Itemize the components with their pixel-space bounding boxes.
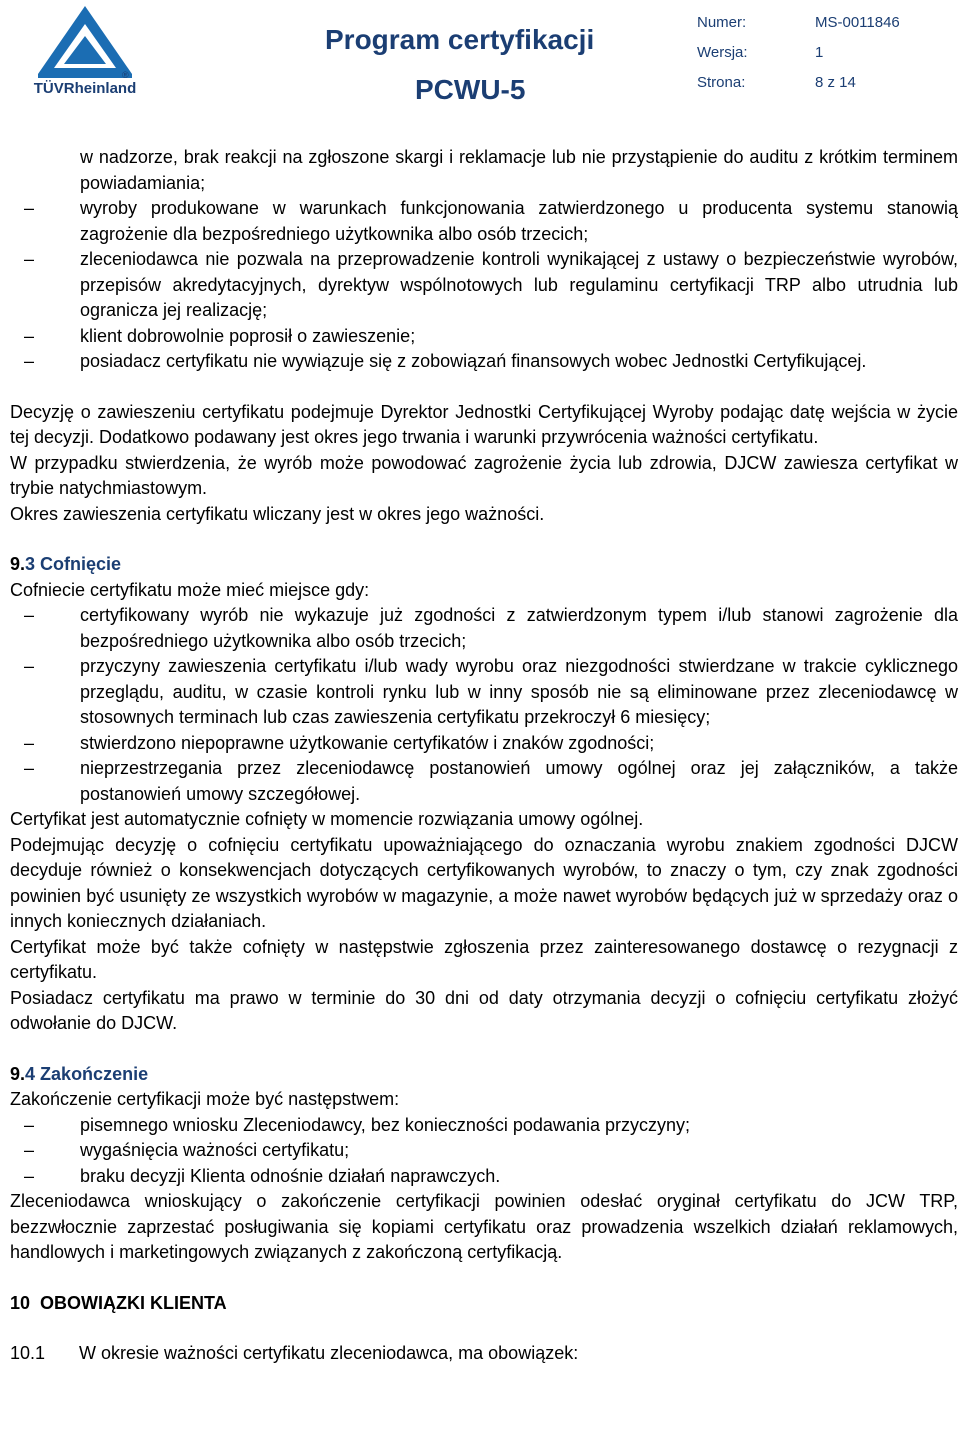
section-heading-9-3: 9.3 Cofnięcie xyxy=(10,554,122,574)
list-item: – stwierdzono niepoprawne użytkowanie certyfikatów i znaków zgodności; xyxy=(24,732,655,753)
list-item: – przyczyny zawieszenia certyfikatu i/lub wady wyrobu oraz niezgodności stwierdzane w trakcie cyklicznego przeglądu, auditu, w czasie kontroli rynku lub w inny sposób nie są eliminowane przez zleceniodawcę w stosownych terminach lub czas zawieszenia certyfikatu przekroczył 6 miesięcy; xyxy=(24,656,958,727)
list-item: – braku decyzji Klienta odnośnie działań naprawczych. xyxy=(24,1165,501,1186)
document-code: PCWU-5 xyxy=(415,74,526,105)
tuv-triangle-icon xyxy=(20,2,150,82)
list-item-continuation: w nadzorze, brak reakcji na zgłoszone skargi i reklamacje lub nie przystąpienie do auditu z krótkim terminem powiadamiania; xyxy=(80,147,958,193)
list-item: – zleceniodawca nie pozwala na przeprowadzenie kontroli wynikającej z ustawy o bezpieczeństwie wyrobów, przepisów akredytacyjnych, dyrektyw wspólnotowych lub regulaminu certyfikacji TRP albo utrudnia lub ogranicza jej realizację; xyxy=(24,249,958,320)
list-item: – wyroby produkowane w warunkach funkcjonowania zatwierdzonego u producenta systemu stanowią zagrożenie dla bezpośredniego użytkownika albo osób trzecich; xyxy=(24,198,958,244)
section-heading-10: 10 OBOWIĄZKI KLIENTA xyxy=(10,1292,227,1313)
section-lead: Cofniecie certyfikatu może mieć miejsce gdy: xyxy=(10,579,370,600)
list-item: – klient dobrowolnie poprosił o zawieszenie; xyxy=(24,325,416,346)
paragraph: Podejmując decyzję o cofnięciu certyfikatu upoważniającego do oznaczania wyrobu znakiem zgodności DJCW decyduje również o konsekwencjach dotyczących certyfikowanych wyrobów, to znaczy o tym, czy znak zgodności powinien być usunięty ze wszystkich wyrobów w magazynie, a może nawet wyrobów będących już w sprzedaży oraz o innych koniecznych działaniach. xyxy=(10,834,958,931)
meta-version: Wersja: 1 xyxy=(697,44,824,61)
meta-number: Numer: MS-0011846 xyxy=(697,14,900,31)
subsection-10-1: 10.1 W okresie ważności certyfikatu zleceniodawca, ma obowiązek: xyxy=(10,1343,579,1363)
list-item: – wygaśnięcia ważności certyfikatu; xyxy=(24,1140,350,1160)
paragraph: Certyfikat jest automatycznie cofnięty w momencie rozwiązania umowy ogólnej. xyxy=(10,809,644,829)
document-body xyxy=(10,145,958,1367)
paragraph: Zleceniodawca wnioskujący o zakończenie certyfikacji powinien odesłać oryginał certyfikatu do JCW TRP, bezzwłocznie zaprzestać posługiwania się kopiami certyfikatu oraz prowadzenia wszelkich działań reklamowych, handlowych i marketingowych związanych z zakończoną certyfikacją. xyxy=(10,1191,958,1262)
tuv-rheinland-logo xyxy=(20,2,150,104)
paragraph: Posiadacz certyfikatu ma prawo w terminie do 30 dni od daty otrzymania decyzji o cofnięciu certyfikatu złożyć odwołanie do DJCW. xyxy=(10,987,958,1033)
paragraph: W przypadku stwierdzenia, że wyrób może powodować zagrożenie życia lub zdrowia, DJCW zawiesza certyfikat w trybie natychmiastowym. xyxy=(10,452,958,498)
paragraph: Okres zawieszenia certyfikatu wliczany jest w okres jego ważności. xyxy=(10,503,545,524)
list-item: – posiadacz certyfikatu nie wywiązuje się z zobowiązań finansowych wobec Jednostki Certyfikującej. xyxy=(24,351,867,371)
document-title: Program certyfikacji xyxy=(325,24,595,55)
list-item: – nieprzestrzegania przez zleceniodawcę postanowień umowy ogólnej oraz jej załączników, a także postanowień umowy szczegółowej. xyxy=(24,758,958,804)
logo-wordmark: TÜVRheinland ® xyxy=(33,70,137,97)
paragraph: Certyfikat może być także cofnięty w następstwie zgłoszenia przez zainteresowanego dostawcę o rezygnacji z certyfikatu. xyxy=(10,936,958,982)
list-item: – pisemnego wniosku Zleceniodawcy, bez konieczności podawania przyczyny; xyxy=(24,1114,690,1135)
section-heading-9-4: 9.4 Zakończenie xyxy=(10,1063,149,1084)
section-lead: Zakończenie certyfikacji może być następstwem: xyxy=(10,1089,400,1109)
paragraph: Decyzję o zawieszeniu certyfikatu podejmuje Dyrektor Jednostki Certyfikującej Wyroby podając datę wejścia w życie tej decyzji. Dodatkowo podawany jest okres jego trwania i warunki przywrócenia ważności certyfikatu. xyxy=(10,401,958,447)
meta-page: Strona: 8 z 14 xyxy=(697,74,856,91)
document-header xyxy=(0,0,960,110)
list-item: – certyfikowany wyrób nie wykazuje już zgodności z zatwierdzonym typem i/lub stanowi zagrożenie dla bezpośredniego użytkownika albo osób trzecich; xyxy=(24,605,958,651)
